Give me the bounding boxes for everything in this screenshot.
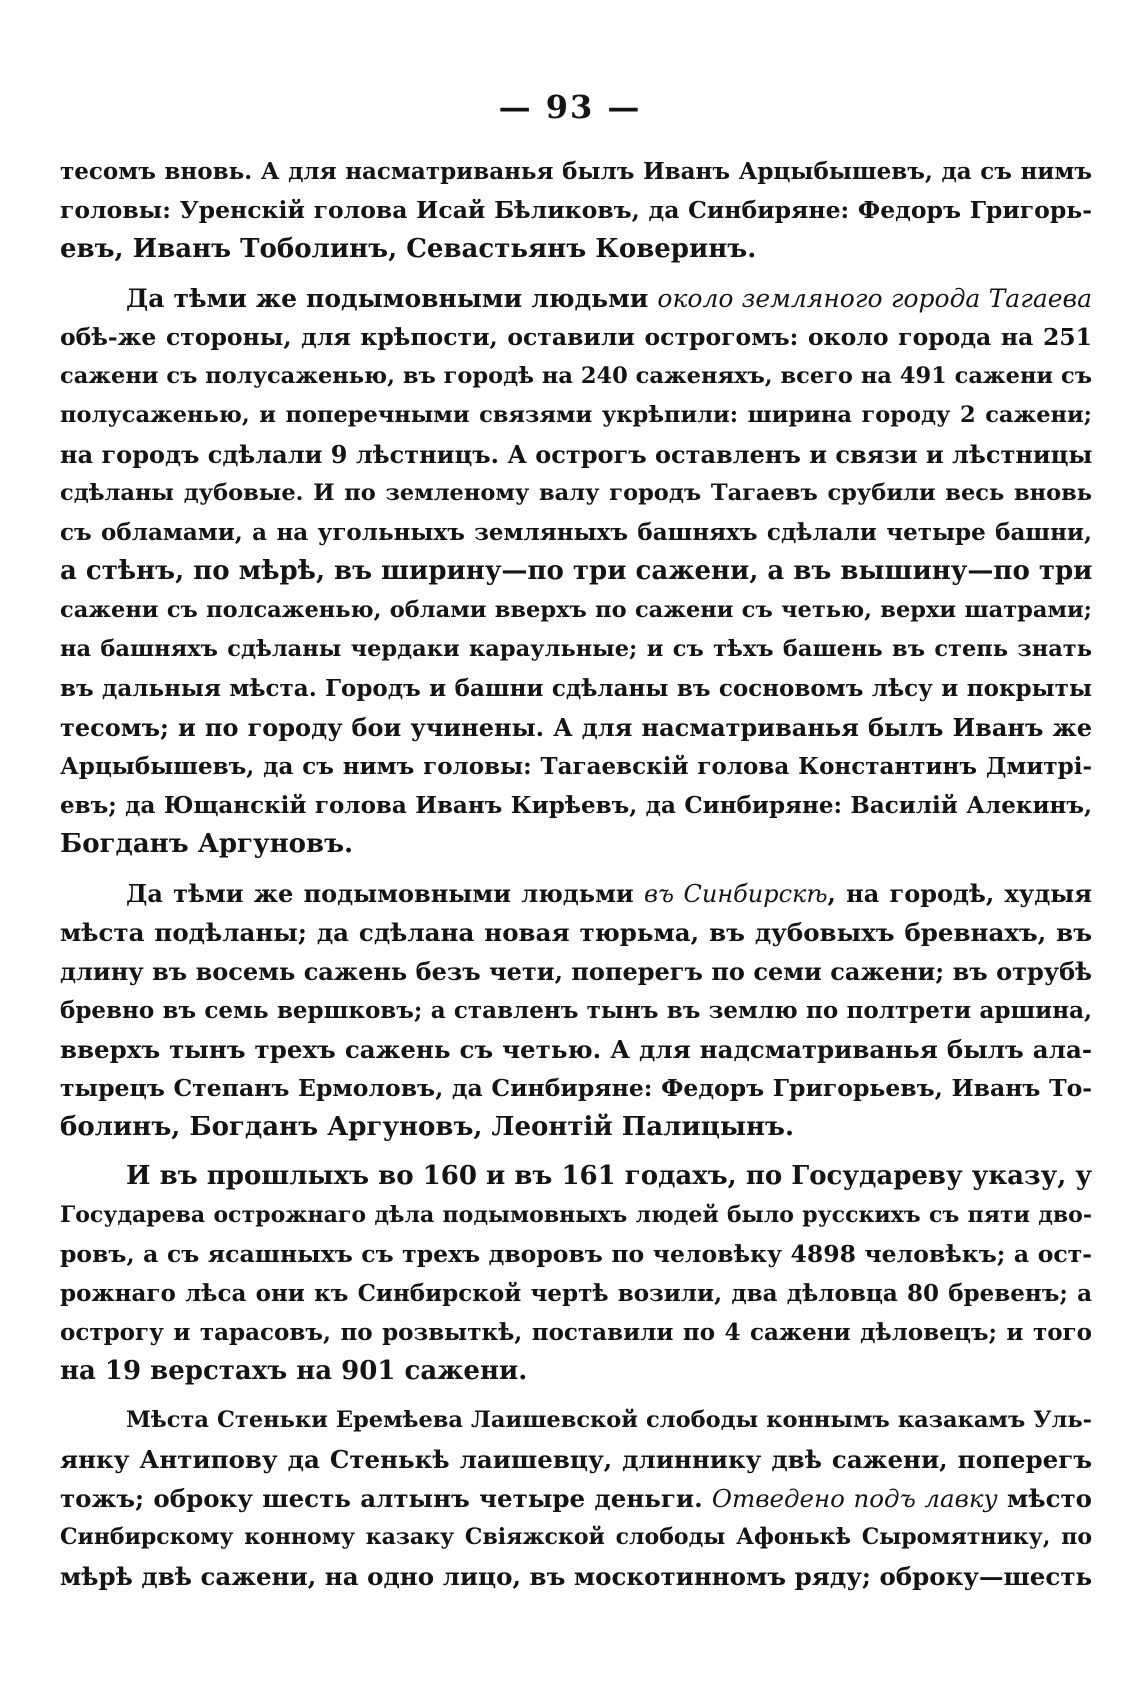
text-line: евъ; да Ющанскій голова Иванъ Кирѣевъ, да Синбиряне: Василій Алекинъ, <box>60 792 1092 819</box>
text-line: евъ, Иванъ Тоболинъ, Севастьянъ Коверинъ. <box>60 234 757 264</box>
text-line: сажени съ полусаженью, въ городѣ на 240 саженяхъ, всего на 491 сажени съ <box>60 363 1092 389</box>
text-line: И въ прошлыхъ во 160 и въ 161 годахъ, по Государеву указу, у <box>126 1161 1092 1191</box>
text-line: а стѣнъ, по мѣрѣ, въ ширину—по три сажени, а въ вышину—по три <box>60 556 1092 586</box>
text-line: бревно въ семь вершковъ; а ставленъ тынъ въ землю по полтрети аршина, <box>60 997 1092 1024</box>
text-line: сажени съ полсаженью, облами вверхъ по сажени съ четью, верхи шатрами; <box>60 597 1092 623</box>
text-line: Да тѣми же подымовными людьми около земляного города Тагаева <box>126 284 1092 313</box>
text-line: Синбирскому конному казаку Свіяжской слободы Афонькѣ Сыромятнику, по <box>60 1524 1092 1550</box>
text-line: янку Антипову да Стенькѣ лаишевцу, длиннику двѣ сажени, поперегъ <box>60 1445 1092 1474</box>
text-line: длину въ восемь сажень безъ чети, поперегъ по семи сажени; въ отрубѣ <box>60 957 1092 986</box>
page-text <box>60 152 1092 1596</box>
page-number: — 93 — <box>498 88 642 126</box>
text-line: обѣ-же стороны, для крѣпости, оставили острогомъ: около города на 251 <box>60 323 1092 351</box>
italic-phrase: въ Синбирскѣ <box>644 880 828 908</box>
text-line: на городъ сдѣлали 9 лѣстницъ. А острогъ оставленъ и связи и лѣстницы <box>60 440 1092 469</box>
text-line: болинъ, Богданъ Аргуновъ, Леонтій Палицынъ. <box>60 1112 795 1142</box>
text-line: вверхъ тынъ трехъ сажень съ четью. А для надсматриванья былъ ала- <box>60 1035 1092 1064</box>
text-line: Государева острожнаго дѣла подымовныхъ людей было русскихъ съ пяти дво- <box>60 1202 1092 1228</box>
text-line: тожъ; оброку шесть алтынъ четыре деньги. Отведено подъ лавку мѣсто <box>60 1484 1092 1513</box>
text-line: на башняхъ сдѣланы чердаки караульные; и съ тѣхъ башень въ степь знать <box>60 636 1092 662</box>
text-line: полусаженью, и поперечными связями укрѣпили: ширина городу 2 сажени; <box>60 402 1092 428</box>
text-line: тырецъ Степанъ Ермоловъ, да Синбиряне: Федоръ Григорьевъ, Иванъ То- <box>60 1074 1092 1102</box>
text-line: головы: Уренскій голова Исай Бѣликовъ, да Синбиряне: Федоръ Григорь- <box>60 196 1092 224</box>
text-line: съ обламами, а на угольныхъ земляныхъ башняхъ сдѣлали четыре башни, <box>60 519 1092 546</box>
text-line: Арцыбышевъ, да съ нимъ головы: Тагаевскій голова Константинъ Дмитрі- <box>60 753 1092 780</box>
text-line: Да тѣми же подымовными людьми въ Синбирскѣ, на городѣ, худыя <box>126 879 1092 908</box>
text-line: рожнаго лѣса они къ Синбирской чертѣ возили, два дѣловца 80 бревенъ; а <box>60 1280 1092 1307</box>
text-line: ровъ, а съ ясашныхъ съ трехъ дворовъ по человѣку 4898 человѣкъ; а ост- <box>60 1240 1092 1268</box>
italic-phrase: около земляного города Тагаева <box>657 284 1092 313</box>
text-line: Богданъ Аргуновъ. <box>60 829 354 859</box>
italic-phrase: Отведено подъ лавку <box>711 1484 998 1513</box>
text-line: тесомъ вновь. А для насматриванья былъ Иванъ Арцыбышевъ, да съ нимъ <box>60 158 1092 185</box>
text-line: въ дальныя мѣста. Городъ и башни сдѣланы въ сосновомъ лѣсу и покрыты <box>60 675 1092 702</box>
text-line: острогу и тарасовъ, по розвыткѣ, поставили по 4 сажени дѣловецъ; и того <box>60 1319 1092 1346</box>
text-line: Мѣста Стеньки Еремѣева Лаишевской слободы коннымъ казакамъ Уль- <box>126 1407 1092 1433</box>
text-line: мѣрѣ двѣ сажени, на одно лицо, въ москотинномъ ряду; оброку—шесть <box>60 1562 1092 1591</box>
text-line: тесомъ; и по городу бои учинены. А для насматриванья былъ Иванъ же <box>60 713 1092 742</box>
text-line: мѣста подѣланы; да сдѣлана новая тюрьма, въ дубовыхъ бревнахъ, въ <box>60 918 1092 947</box>
text-line: сдѣланы дубовые. И по земленому валу городъ Тагаевъ срубили весь вновь <box>60 480 1092 506</box>
text-line: на 19 верстахъ на 901 сажени. <box>60 1356 528 1386</box>
